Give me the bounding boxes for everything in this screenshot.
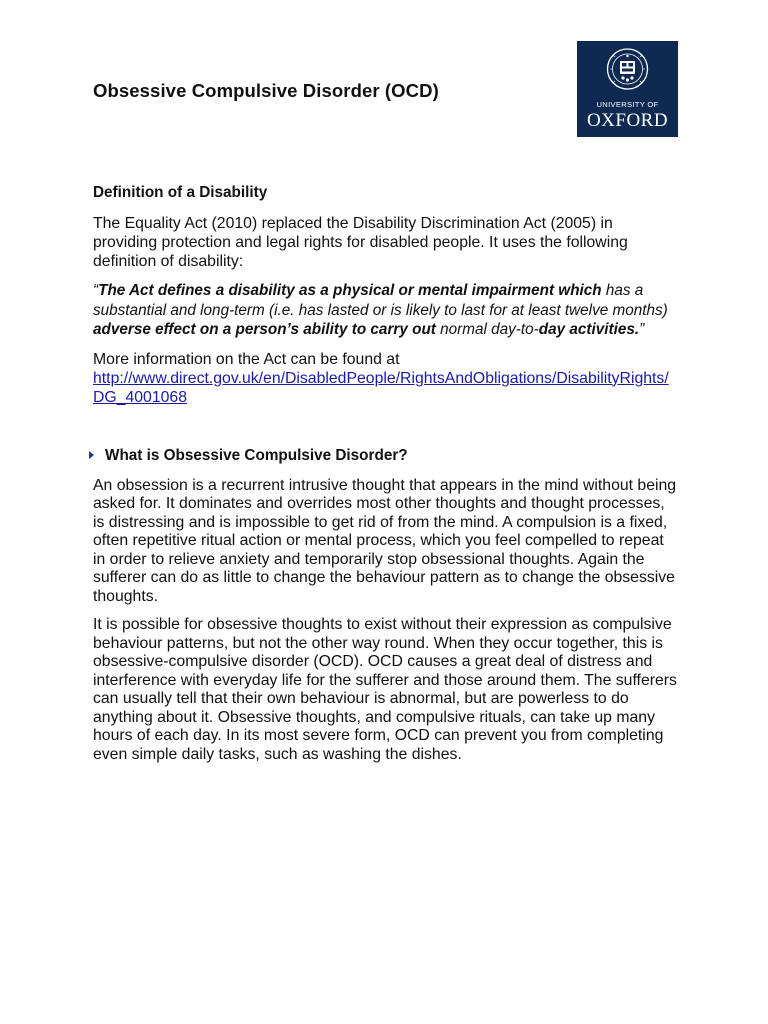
quote-part-5: day activities.	[538, 321, 640, 338]
quote-close-mark: ”	[639, 321, 645, 338]
quote-part-2: has a substantial and long-term (i.e. has lasted or is likely to last for at least twelve months)	[93, 282, 668, 319]
more-info-text: More information on the Act can be found at	[93, 350, 400, 368]
what-is-ocd-heading	[93, 447, 678, 465]
definition-heading: Definition of a Disability	[93, 184, 268, 201]
quote-part-1: The Act defines a disability as a physical or mental impairment which	[98, 282, 602, 299]
act-info-link[interactable]: http://www.direct.gov.uk/en/DisabledPeople/RightsAndObligations/DisabilityRights/DG_4001068	[93, 369, 669, 406]
document-body	[93, 184, 678, 774]
definition-quote	[93, 281, 678, 340]
what-is-ocd-heading-text: What is Obsessive Compulsive Disorder?	[105, 446, 408, 464]
oxford-crest-icon	[577, 41, 678, 101]
ocd-paragraph-1: An obsession is a recurrent intrusive thought that appears in the mind without being asked for. It dominates and overrides most other thoughts and thought processes, is distressing and is impossible to get rid of from the mind. A compulsion is a fixed, often repetitive ritual action or mental process, which you feel compelled to repeat in order to relieve anxiety and temporarily stop obsessional thoughts. Again the sufferer can do as little to change the behaviour pattern as to change the obsessive thoughts.	[93, 476, 677, 605]
definition-intro: The Equality Act (2010) replaced the Disability Discrimination Act (2005) in providing protection and legal rights for disabled people. It uses the following definition of disability:	[93, 215, 628, 270]
document-title: Obsessive Compulsive Disorder (OCD)	[93, 80, 439, 101]
university-logo	[577, 41, 678, 137]
logo-oxford: OXFORD	[586, 110, 669, 131]
more-info-paragraph	[93, 350, 678, 407]
ocd-paragraph-2: It is possible for obsessive thoughts to exist without their expression as compulsive behaviour patterns, but not the other way round. When they occur together, this is obsessive-compulsive disorder (OCD). OCD causes a great deal of distress and interference with everyday life for the sufferer and those around them. The sufferers can usually tell that their own behaviour is abnormal, but are powerless to do anything about it. Obsessive thoughts, and compulsive rituals, can take up many hours of each day. In its most severe form, OCD can prevent you from completing even simple daily tasks, such as washing the dishes.	[93, 616, 677, 763]
triangle-bullet-icon	[89, 451, 94, 459]
quote-part-4: normal day-to-	[435, 321, 539, 338]
quote-part-3: adverse effect on a person’s ability to carry out	[93, 321, 436, 338]
logo-university-of: UNIVERSITY OF	[596, 100, 659, 109]
quote-open-mark: “	[93, 282, 99, 299]
